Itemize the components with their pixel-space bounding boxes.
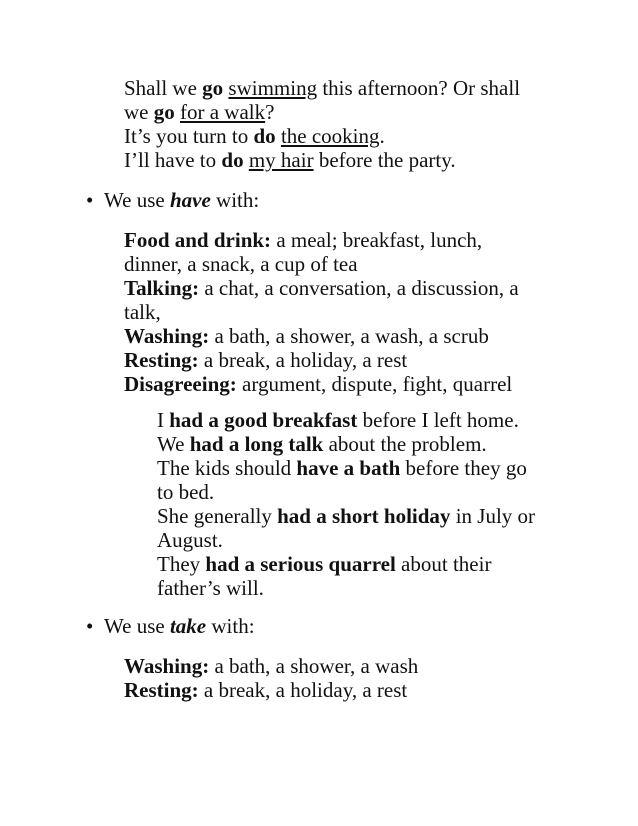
category-line	[124, 372, 519, 396]
text: before they go	[400, 456, 527, 480]
example-line	[124, 76, 520, 100]
category-line	[124, 678, 418, 702]
category-line	[124, 324, 519, 348]
text: this afternoon? Or shall	[317, 76, 521, 100]
have-categories	[124, 228, 519, 396]
text: to bed.	[157, 480, 215, 504]
category-text: a break, a holiday, a rest	[198, 678, 408, 702]
category-text: a bath, a shower, a wash, a scrub	[209, 324, 489, 348]
example-line	[157, 528, 535, 552]
verb: do	[253, 124, 276, 148]
underlined-object: for a walk	[180, 100, 266, 124]
verb: go	[202, 76, 224, 100]
text: with:	[206, 614, 255, 638]
text: .	[379, 124, 385, 148]
category-text: a meal; breakfast, lunch,	[271, 228, 483, 252]
collocation: had a long talk	[189, 432, 324, 456]
example-line	[124, 124, 520, 148]
category-line	[124, 228, 519, 252]
category-label: Resting:	[124, 348, 199, 372]
text: ?	[265, 100, 275, 124]
category-label: Washing:	[124, 324, 210, 348]
text: August.	[157, 528, 223, 552]
text: We use	[104, 188, 170, 212]
text: I	[157, 408, 170, 432]
example-line	[157, 480, 535, 504]
example-line	[157, 552, 535, 576]
underlined-object: my hair	[248, 148, 314, 172]
collocation: had a good breakfast	[169, 408, 358, 432]
text: We use	[104, 614, 170, 638]
go-do-examples	[124, 76, 520, 172]
category-text: argument, dispute, fight, quarrel	[236, 372, 513, 396]
category-label: Disagreeing:	[124, 372, 237, 396]
underlined-object: swimming	[228, 76, 318, 100]
have-examples	[157, 408, 535, 600]
verb: do	[221, 148, 244, 172]
collocation: had a serious quarrel	[205, 552, 396, 576]
text: before I left home.	[357, 408, 519, 432]
category-label: Food and drink:	[124, 228, 272, 252]
category-label: Washing:	[124, 654, 210, 678]
category-text: a break, a holiday, a rest	[198, 348, 408, 372]
underlined-object: the cooking	[280, 124, 380, 148]
category-text: dinner, a snack, a cup of tea	[124, 252, 358, 276]
category-text: talk,	[124, 300, 161, 324]
category-text: a chat, a conversation, a discussion, a	[199, 276, 519, 300]
keyword: have	[169, 188, 211, 212]
text: father’s will.	[157, 576, 264, 600]
take-categories	[124, 654, 418, 702]
text: in July or	[450, 504, 536, 528]
example-line	[124, 100, 520, 124]
category-label: Resting:	[124, 678, 199, 702]
collocation: had a short holiday	[277, 504, 451, 528]
category-line	[124, 300, 519, 324]
text: It’s you turn to	[124, 124, 254, 148]
bullet-have	[86, 188, 259, 212]
text: we	[124, 100, 154, 124]
category-label: Talking:	[124, 276, 200, 300]
text: I’ll have to	[124, 148, 222, 172]
text: She generally	[157, 504, 278, 528]
text: about the problem.	[323, 432, 487, 456]
example-line	[157, 576, 535, 600]
text: about their	[395, 552, 492, 576]
text: The kids should	[157, 456, 297, 480]
example-line	[124, 148, 520, 172]
collocation: have a bath	[296, 456, 401, 480]
text: They	[157, 552, 206, 576]
example-line	[157, 432, 535, 456]
example-line	[157, 456, 535, 480]
bullet-icon: •	[86, 614, 94, 638]
category-line	[124, 276, 519, 300]
text: Shall we	[124, 76, 203, 100]
example-line	[157, 504, 535, 528]
category-text: a bath, a shower, a wash	[209, 654, 419, 678]
bullet-icon: •	[86, 188, 94, 212]
keyword: take	[169, 614, 207, 638]
verb: go	[153, 100, 175, 124]
category-line	[124, 348, 519, 372]
category-line	[124, 252, 519, 276]
text: with:	[210, 188, 260, 212]
text: We	[157, 432, 190, 456]
example-line	[157, 408, 535, 432]
category-line	[124, 654, 418, 678]
text: before the party.	[313, 148, 456, 172]
bullet-take	[86, 614, 255, 638]
